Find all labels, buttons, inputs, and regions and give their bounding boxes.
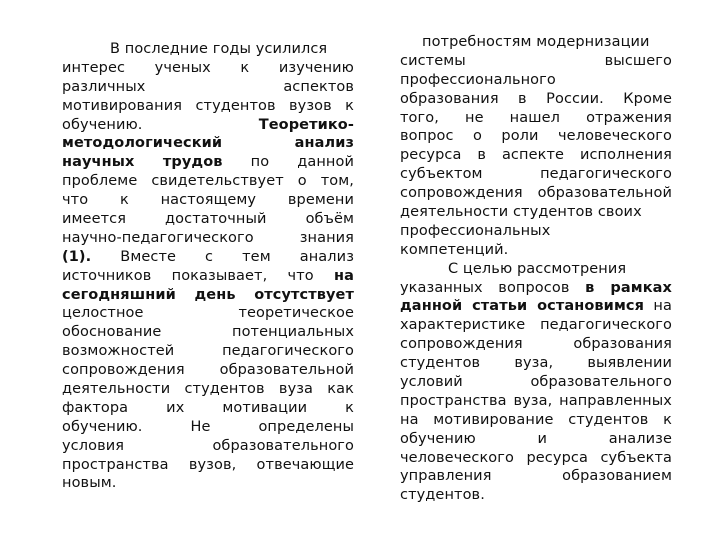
text-run: указанных вопросов [400, 279, 586, 296]
text-line: новым. [62, 475, 117, 492]
bold-text-line: методологический анализ [62, 135, 354, 152]
text-line: пространства вуза, направленных [400, 392, 672, 409]
text-run: Вместе с тем анализ [91, 248, 354, 265]
text-line: управления образованием [400, 468, 672, 485]
bold-text-run: данной статьи остановимся [400, 298, 645, 315]
right-text-column [400, 33, 672, 505]
text-line: вопрос о роли человеческого [400, 128, 672, 145]
text-line: обучению. Не определены [62, 418, 354, 435]
text-line: условий образовательного [400, 374, 672, 391]
text-line: фактора их мотивации к [62, 399, 354, 416]
bold-text-run: в рамках [585, 279, 672, 296]
left-text-column [62, 40, 354, 493]
text-line: что к настоящему времени [62, 192, 354, 209]
text-line: профессиональных [400, 222, 551, 239]
text-line: системы высшего [400, 52, 672, 69]
text-run: источников показывает, что [62, 267, 334, 284]
text-line [62, 248, 354, 267]
text-line [62, 116, 354, 135]
text-line: потребностям модернизации [422, 34, 650, 50]
text-line: сопровождения образовательной [62, 362, 354, 379]
text-line: мотивирования студентов вузов к [62, 97, 354, 114]
text-line [62, 267, 354, 286]
text-line: возможностей педагогического [62, 343, 354, 360]
text-line: целостное теоретическое [62, 305, 354, 322]
text-line: деятельности студентов своих [400, 204, 642, 221]
text-line: различных аспектов [62, 78, 354, 95]
text-line: студентов. [400, 487, 485, 504]
text-line: научно-педагогического знания [62, 229, 354, 246]
text-line: образования в России. Кроме [400, 90, 672, 107]
text-line: человеческого ресурса субъекта [400, 449, 672, 466]
text-line: характеристике педагогического [400, 317, 672, 334]
text-line: обучению и анализе [400, 430, 672, 447]
text-run: на [644, 298, 672, 315]
text-line: субъектом педагогического [400, 166, 672, 183]
text-line: сопровождения образовательной [400, 185, 672, 202]
text-line: интерес ученых к изучению [62, 59, 354, 76]
text-line: В последние годы усилился [110, 41, 328, 57]
text-line: проблеме свидетельствует о том, [62, 173, 354, 190]
text-line [400, 279, 672, 298]
text-line [62, 153, 354, 172]
text-line: ресурса в аспекте исполнения [400, 147, 672, 164]
text-line: С целью рассмотрения [448, 260, 627, 277]
bold-text-run: Теоретико- [258, 116, 354, 133]
bold-text-line: сегодняшний день отсутствует [62, 286, 354, 303]
text-line: компетенций. [400, 241, 509, 258]
text-line: имеется достаточный объём [62, 211, 354, 228]
text-run: обучению. [62, 116, 143, 133]
text-line: того, не нашел отражения [400, 109, 672, 126]
text-line: студентов вуза, выявлении [400, 355, 672, 372]
citation-ref: (1). [62, 248, 92, 265]
text-line: сопровождения образования [400, 336, 672, 353]
text-run: по данной [222, 154, 354, 171]
text-line [400, 297, 672, 316]
bold-text-run: на [333, 267, 354, 284]
text-line: на мотивирование студентов к [400, 411, 672, 428]
bold-text-run: научных трудов [62, 154, 223, 171]
text-line: деятельности студентов вуза как [62, 381, 354, 398]
text-line: профессионального [400, 71, 556, 88]
text-line: пространства вузов, отвечающие [62, 456, 354, 473]
text-line: обоснование потенциальных [62, 324, 354, 341]
text-line: условия образовательного [62, 437, 354, 454]
